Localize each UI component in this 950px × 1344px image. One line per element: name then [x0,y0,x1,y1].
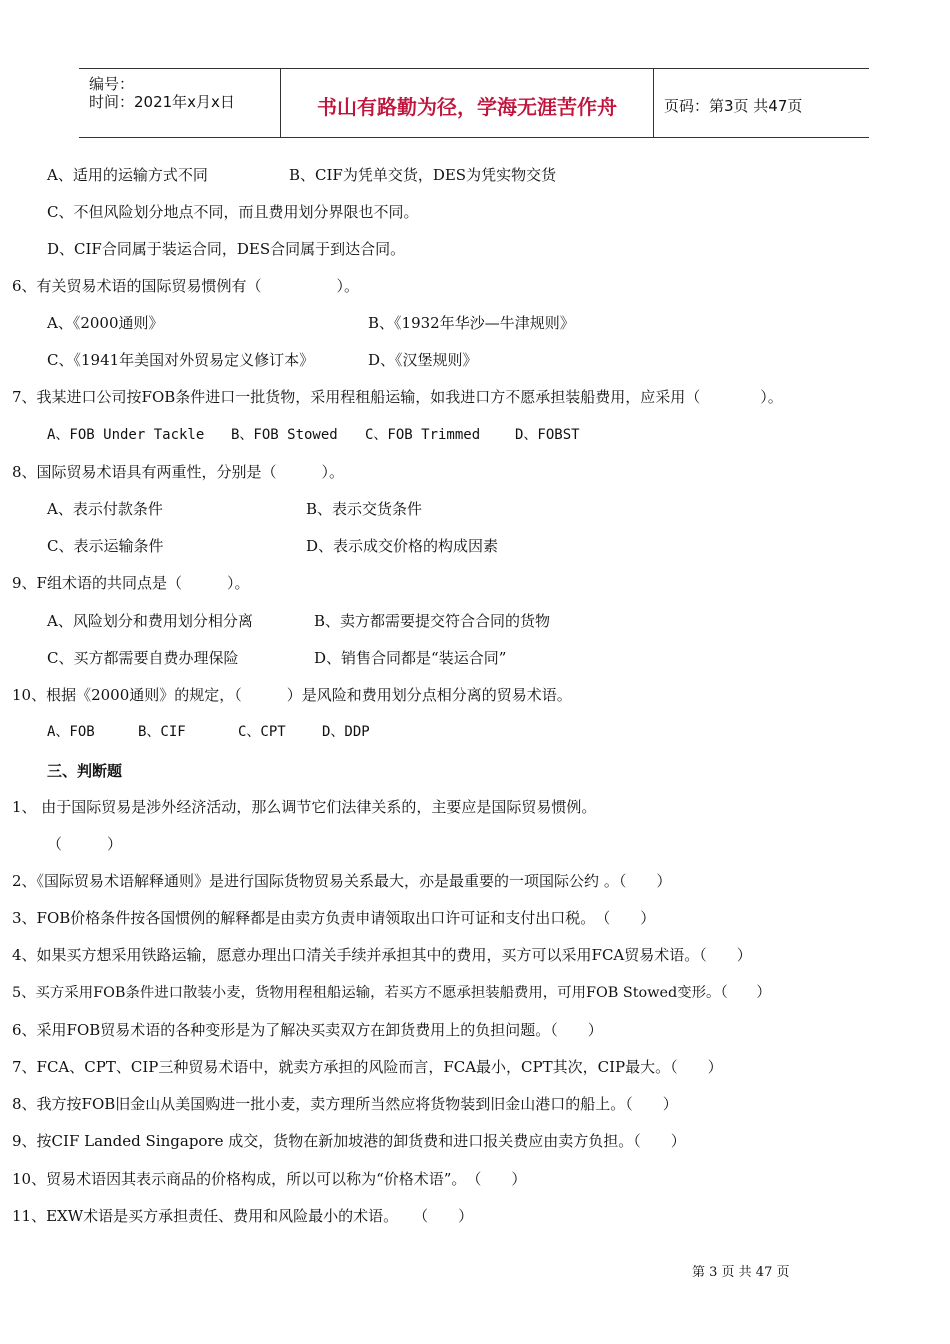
q7-option-c: C、FOB Trimmed [365,427,481,443]
q10-option-a: A、FOB [47,724,95,740]
header-motto-cell [281,69,654,137]
tf-item-2: 2、《国际贸易术语解释通则》是进行国际货物贸易关系最大，亦是最重要的一项国际公约 。（ ） [12,872,672,890]
q7-option-a: A、FOB Under Tackle [47,427,205,443]
tf-item-7: 7、FCA、CPT、CIP三种贸易术语中，就卖方承担的风险而言，FCA最小，CPT其次，CIP最大。（ ） [12,1058,723,1076]
q7-option-b: B、FOB Stowed [231,427,338,443]
q10-option-c: C、CPT [238,724,286,740]
tf-item-10: 10、贸易术语因其表示商品的价格构成，所以可以称为“价格术语”。 （ ） [12,1170,527,1188]
q8-option-d: D、表示成交价格的构成因素 [306,537,499,555]
tf-item-4: 4、如果买方想采用铁路运输，愿意办理出口清关手续并承担其中的费用，买方可以采用FCA贸易术语。（ ） [12,946,752,964]
q10-stem: 10、根据《2000通则》的规定，（ ）是风险和费用划分点相分离的贸易术语。 [12,686,572,704]
q5-option-a: A、适用的运输方式不同 [47,166,208,184]
q8-option-b: B、表示交货条件 [306,500,423,518]
page-header [79,68,869,138]
q9-option-c: C、买方都需要自费办理保险 [47,649,239,667]
q5-option-b: B、CIF为凭单交货，DES为凭实物交货 [289,166,557,184]
q6-option-b: B、《1932年华沙—牛津规则》 [368,314,575,332]
page-footer: 第 3 页 共 47 页 [692,1265,790,1280]
tf-item-5: 5、买方采用FOB条件进口散装小麦，货物用程租船运输，若买方不愿承担装船费用，可用FOB Stowed变形。（ ） [12,985,771,1001]
q6-option-a: A、《2000通则》 [47,314,164,332]
q5-option-d: D、CIF合同属于装运合同，DES合同属于到达合同。 [47,240,406,258]
tf-item-8: 8、我方按FOB旧金山从美国购进一批小麦，卖方理所当然应将货物装到旧金山港口的船上。（ ） [12,1095,678,1113]
q9-stem: 9、F组术语的共同点是（ ）。 [12,574,250,592]
q6-option-c: C、《1941年美国对外贸易定义修订本》 [47,351,315,369]
document-number: 编号： [89,75,135,93]
tf-item-6: 6、采用FOB贸易术语的各种变形是为了解决买卖双方在卸货费用上的负担问题。（ ） [12,1021,603,1039]
q8-stem: 8、国际贸易术语具有两重性，分别是（ ）。 [12,463,345,481]
q10-option-b: B、CIF [138,724,186,740]
tf-item-3: 3、FOB价格条件按各国惯例的解释都是由卖方负责申请领取出口许可证和支付出口税。 （ ） [12,909,656,927]
q7-option-d: D、FOBST [515,427,580,443]
q6-option-d: D、《汉堡规则》 [368,351,478,369]
tf-item-1: 1、 由于国际贸易是涉外经济活动，那么调节它们法律关系的，主要应是国际贸易惯例。 [12,798,597,816]
q7-stem: 7、我某进口公司按FOB条件进口一批货物，采用程租船运输，如我进口方不愿承担装船费用，应采用（ ）。 [12,388,783,406]
q9-option-b: B、卖方都需要提交符合合同的货物 [314,612,551,630]
header-page-cell [654,69,869,137]
header-meta [79,69,281,137]
document-time: 时间：2021年x月x日 [89,93,235,111]
q8-option-c: C、表示运输条件 [47,537,164,555]
q5-option-c: C、不但风险划分地点不同，而且费用划分界限也不同。 [47,203,419,221]
tf-item-11: 11、EXW术语是买方承担责任、费用和风险最小的术语。 （ ） [12,1207,474,1225]
header-motto: 书山有路勤为径，学海无涯苦作舟 [317,95,617,119]
q8-option-a: A、表示付款条件 [47,500,163,518]
header-page-number: 页码：第3页 共47页 [664,97,803,115]
q9-option-a: A、风险划分和费用划分相分离 [47,612,253,630]
tf-item-1-blank: （ ） [47,835,123,853]
q10-option-d: D、DDP [322,724,370,740]
section-heading-true-false: 三、判断题 [47,762,123,780]
q9-option-d: D、销售合同都是“装运合同” [314,649,507,667]
tf-item-9: 9、按CIF Landed Singapore 成交，货物在新加坡港的卸货费和进口报关费应由卖方负担。（ ） [12,1132,686,1150]
q6-stem: 6、有关贸易术语的国际贸易惯例有（ ）。 [12,277,360,295]
